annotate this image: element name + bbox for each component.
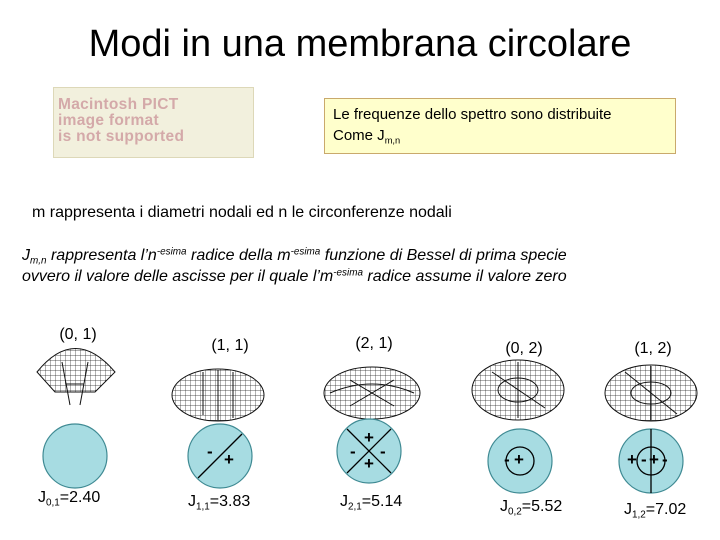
sign-1-2-inner-minus: - [641,450,647,469]
bessel-root-2-1: $J_{2,1}=5.14$ [340,493,403,513]
sign-1-1-minus: - [207,442,213,461]
note-line-1: Le frequenze dello spettro sono distribuite [333,106,612,123]
membrane-wireframe-0-2 [472,360,564,420]
sign-1-1-plus: + [224,450,234,469]
sign-1-2-outer-minus: - [662,450,668,469]
note-j-symbol: Come J [333,127,385,144]
nodal-description: m rappresenta i diametri nodali ed n le circonferenze nodali [32,204,452,221]
membrane-wireframe-2-1 [324,367,420,419]
nodal-disc-1-1 [188,424,252,488]
mode-label-2-1: (2, 1) [355,335,393,352]
sign-1-2-inner-plus: + [649,450,659,469]
bessel-root-0-1: $J_{0,1}=2.40$ [38,489,101,509]
note-j-subscript: m,n [384,135,401,146]
bessel-description-line-2: ovvero il valore delle ascisse per il quale $l’m^{-esima}$ radice assume il valore zero [22,267,567,285]
unsupported-image-text: Macintosh PICT image format is not supported [58,96,185,145]
sign-1-2-outer-plus: + [627,450,637,469]
bessel-root-1-2: $J_{1,2}=7.02$ [624,501,687,521]
mode-label-0-2: (0, 2) [505,340,543,357]
sign-0-2-plus: + [514,450,524,469]
bessel-root-1-1: $J_{1,1}=3.83$ [188,493,251,513]
mode-label-1-1: (1, 1) [211,337,249,354]
bessel-root-0-2: $J_{0,2}=5.52$ [500,498,563,518]
sign-2-1-right-minus: - [380,442,386,461]
membrane-wireframe-1-2 [605,365,697,421]
sign-2-1-left-minus: - [350,442,356,461]
membrane-wireframe-1-1 [172,369,264,421]
bessel-description-line-1: $J_{m,n}$ rappresenta $l’n^{-esima}$ radice della $m^{-esima}$ funzione di Bessel di prima specie [22,246,567,267]
sign-2-1-bottom-plus: + [364,454,374,473]
sign-0-2-minus: - [504,450,510,469]
mode-label-0-1: (0, 1) [59,326,97,343]
sign-2-1-top-plus: + [364,428,374,447]
nodal-disc-0-1 [43,424,107,488]
slide-title: Modi in una membrana circolare [88,23,632,65]
mode-label-1-2: (1, 2) [634,340,672,357]
membrane-wireframe-0-1 [37,349,115,406]
